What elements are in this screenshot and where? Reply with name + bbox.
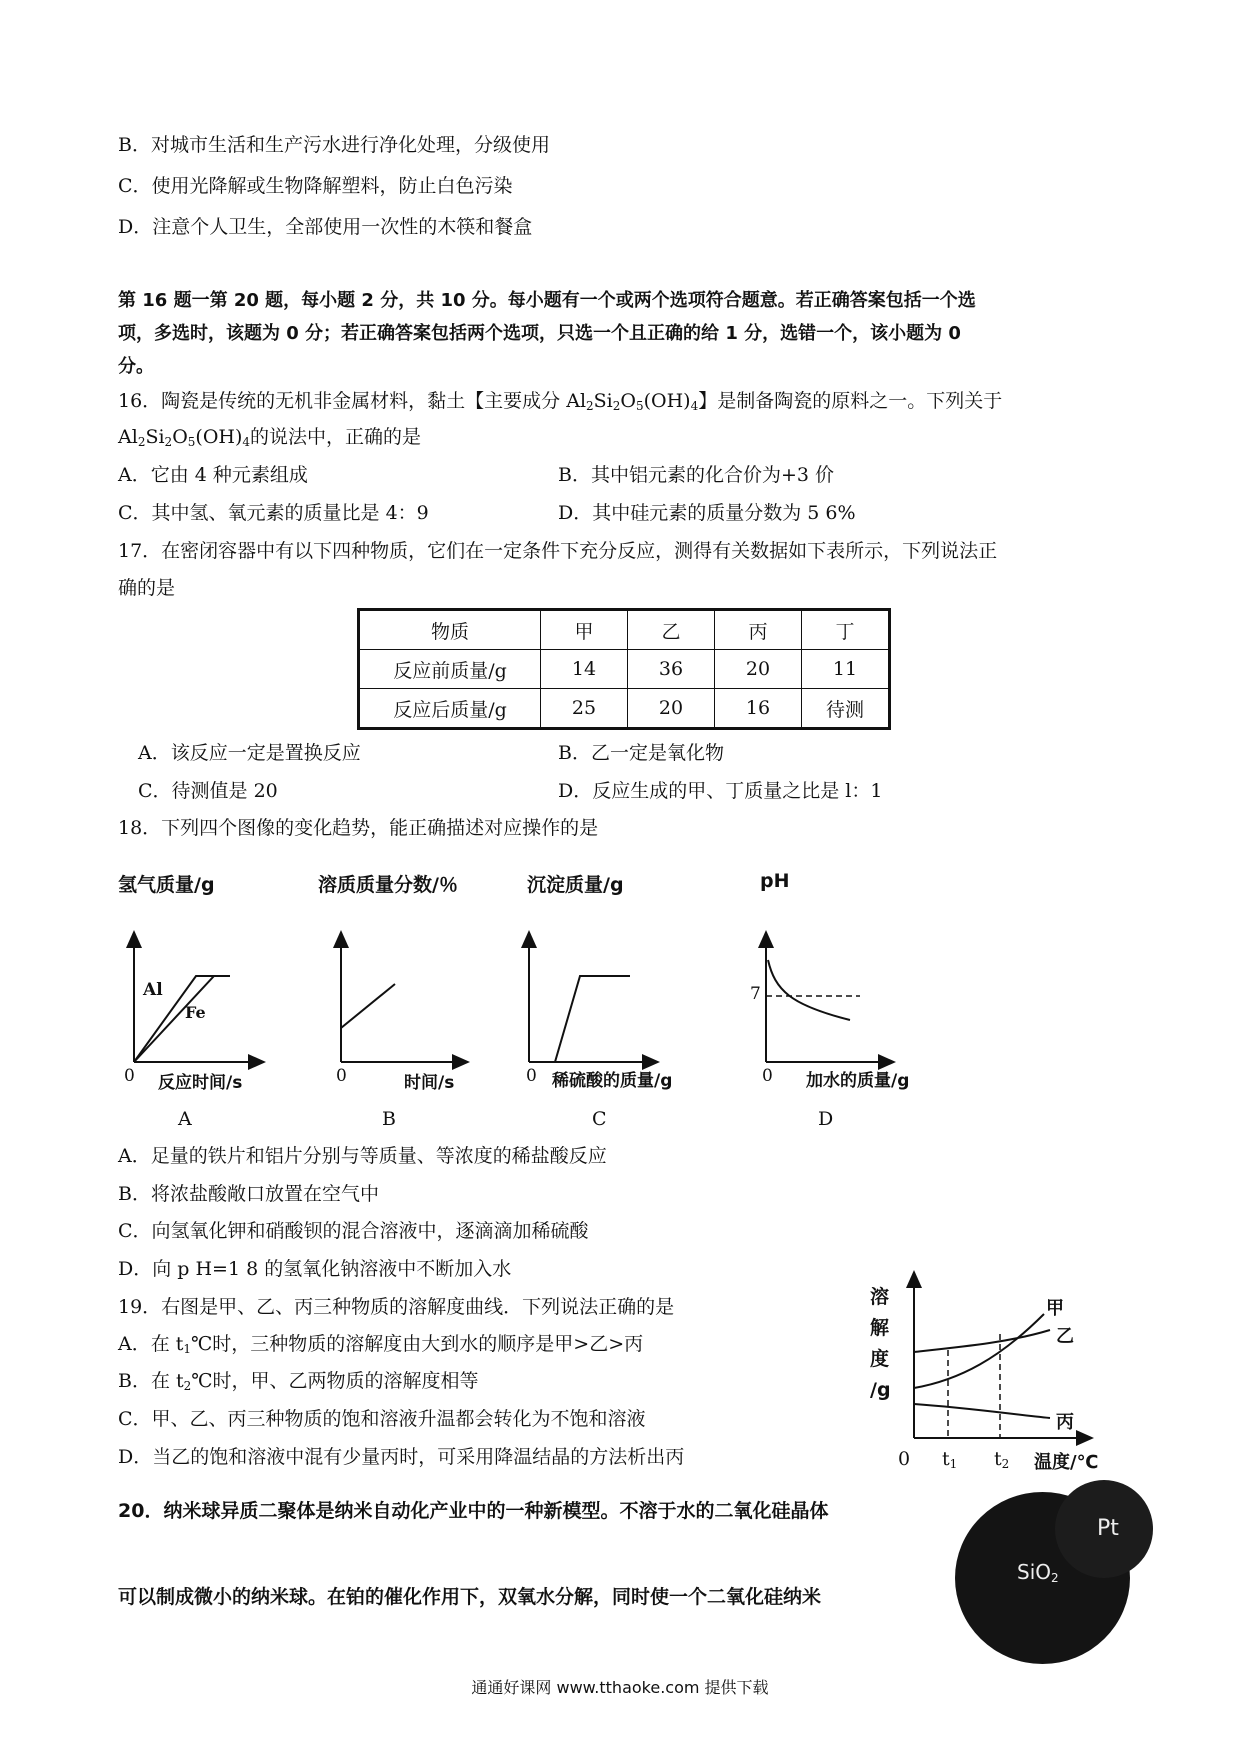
series-label-yi: 乙	[1056, 1326, 1074, 1347]
q17-option-d: D．反应生成的甲、丁质量之比是 l：1	[558, 780, 883, 802]
graph-b	[341, 938, 462, 1062]
curve-jia	[914, 1314, 1044, 1388]
table-cell: 甲	[541, 610, 628, 650]
curve-bing	[914, 1404, 1050, 1418]
graph-d-origin: 0	[762, 1066, 773, 1086]
page-footer: 通通好课网 www.tthaoke.com 提供下载	[471, 1678, 769, 1697]
q17-option-a: A．该反应一定是置换反应	[138, 742, 361, 764]
q15-option-b: B．对城市生活和生产污水进行净化处理，分级使用	[118, 134, 550, 156]
graph-d-ylabel: pH	[760, 870, 790, 892]
solubility-ylabel: 溶 解 度 /g	[870, 1286, 891, 1401]
graph-a-xlabel: 反应时间/s	[158, 1073, 243, 1093]
tick-t1: $t_1$	[942, 1448, 958, 1471]
q19-option-b: B．在 $t_2℃$时，甲、乙两物质的溶解度相等	[118, 1370, 479, 1393]
q17-stem-line2: 确的是	[118, 577, 176, 599]
table-cell: 反应后质量/g	[359, 689, 541, 729]
table-header-row	[359, 610, 890, 650]
solubility-graph	[860, 1270, 1130, 1480]
graph-b-xlabel: 时间/s	[404, 1073, 455, 1093]
q16-option-d: D．其中硅元素的质量分数为 5 6%	[558, 502, 856, 524]
table-cell: 反应前质量/g	[359, 650, 541, 689]
graph-d-xlabel: 加水的质量/g	[806, 1071, 910, 1091]
q15-option-c: C．使用光降解或生物降解塑料，防止白色污染	[118, 175, 513, 197]
q18-option-d: D．向 p H=1 8 的氢氧化钠溶液中不断加入水	[118, 1258, 512, 1280]
graph-c-origin: 0	[526, 1066, 537, 1086]
sio2-label: SiO$_2$	[1017, 1560, 1059, 1585]
table-cell: 乙	[628, 610, 715, 650]
graph-c-ylabel: 沉淀质量/g	[527, 874, 624, 896]
graph-c	[529, 938, 652, 1062]
q18-stem: 18．下列四个图像的变化趋势，能正确描述对应操作的是	[118, 817, 599, 839]
q20-line1: 20．纳米球异质二聚体是纳米自动化产业中的一种新模型。不溶于水的二氧化硅晶体	[118, 1500, 829, 1522]
table-row	[359, 689, 890, 729]
graph-a-origin: 0	[124, 1066, 135, 1086]
table-row	[359, 650, 890, 689]
curve-c	[529, 976, 630, 1062]
pt-label: Pt	[1097, 1516, 1119, 1541]
table-cell: 16	[715, 689, 802, 729]
q19-stem: 19．右图是甲、乙、丙三种物质的溶解度曲线．下列说法正确的是	[118, 1296, 675, 1318]
table-cell: 物质	[359, 610, 541, 650]
q18-option-c: C．向氢氧化钾和硝酸钡的混合溶液中，逐滴滴加稀硫酸	[118, 1220, 589, 1242]
series-label-jia: 甲	[1046, 1298, 1064, 1319]
q16-option-b: B．其中铝元素的化合价为+3 价	[558, 464, 835, 486]
q16-stem-line1: 16．陶瓷是传统的无机非金属材料，黏土【主要成分 $Al_2Si_2O_5(OH)_4$】是制备陶瓷的原料之一。下列关于	[118, 390, 1003, 413]
table-cell: 25	[541, 689, 628, 729]
graph-a-letter: A	[178, 1108, 192, 1130]
table-cell: 待测	[802, 689, 890, 729]
graph-c-letter: C	[592, 1108, 607, 1130]
q15-option-d: D．注意个人卫生，全部使用一次性的木筷和餐盒	[118, 216, 533, 238]
curve-d	[768, 960, 850, 1020]
curve-b	[341, 984, 395, 1028]
table-cell: 20	[628, 689, 715, 729]
q19-option-a: A．在 $t_1℃$时，三种物质的溶解度由大到水的顺序是甲>乙>丙	[118, 1333, 644, 1356]
q16-option-a: A．它由 4 种元素组成	[118, 464, 308, 486]
q17-stem-line1: 17．在密闭容器中有以下四种物质，它们在一定条件下充分反应，测得有关数据如下表所示，下列说法正	[118, 540, 998, 562]
graph-a-fe-label: Fe	[185, 1003, 206, 1022]
table-cell: 36	[628, 650, 715, 689]
q17-option-c: C．待测值是 20	[138, 780, 278, 802]
q19-option-c: C．甲、乙、丙三种物质的饱和溶液升温都会转化为不饱和溶液	[118, 1408, 646, 1430]
q16-stem-line2: $Al_2Si_2O_5(OH)_4$的说法中，正确的是	[118, 426, 422, 449]
graph-b-origin: 0	[336, 1066, 347, 1086]
q16-option-c: C．其中氢、氧元素的质量比是 4：9	[118, 502, 429, 524]
solubility-xlabel: 温度/℃	[1034, 1452, 1099, 1473]
graph-c-xlabel: 稀硫酸的质量/g	[552, 1071, 673, 1091]
graph-d-tick-7: 7	[750, 984, 761, 1004]
table-cell: 丁	[802, 610, 890, 650]
graph-d	[766, 938, 888, 1062]
tick-t2: $t_2$	[994, 1448, 1010, 1471]
solubility-origin: 0	[898, 1448, 911, 1470]
table-cell: 20	[715, 650, 802, 689]
table-cell: 丙	[715, 610, 802, 650]
graph-b-ylabel: 溶质质量分数/％	[318, 874, 458, 896]
section-note-line1: 第 16 题一第 20 题，每小题 2 分，共 10 分。每小题有一个或两个选项符合题意。若正确答案包括一个选	[118, 290, 976, 311]
table-cell: 14	[541, 650, 628, 689]
q18-option-b: B．将浓盐酸敞口放置在空气中	[118, 1183, 379, 1205]
section-note-line2: 项，多选时，该题为 0 分；若正确答案包括两个选项，只选一个且正确的给 1 分，选错一个，该小题为 0	[118, 323, 961, 344]
q20-line2: 可以制成微小的纳米球。在铂的催化作用下，双氧水分解，同时使一个二氧化硅纳米	[118, 1586, 822, 1608]
graph-a-ylabel: 氢气质量/g	[118, 874, 215, 896]
curve-yi	[914, 1330, 1050, 1352]
q17-option-b: B．乙一定是氧化物	[558, 742, 724, 764]
table-cell: 11	[802, 650, 890, 689]
q18-option-a: A．足量的铁片和铝片分别与等质量、等浓度的稀盐酸反应	[118, 1145, 607, 1167]
series-label-bing: 丙	[1056, 1412, 1074, 1433]
graph-a-al-label: Al	[143, 980, 163, 1000]
section-note-line3: 分。	[118, 356, 154, 377]
graph-d-letter: D	[818, 1108, 834, 1130]
graph-a	[134, 938, 258, 1062]
q17-data-table	[357, 608, 891, 730]
q19-option-d: D．当乙的饱和溶液中混有少量丙时，可采用降温结晶的方法析出丙	[118, 1446, 685, 1468]
nanosphere-image	[955, 1480, 1155, 1665]
graph-b-letter: B	[382, 1108, 396, 1130]
